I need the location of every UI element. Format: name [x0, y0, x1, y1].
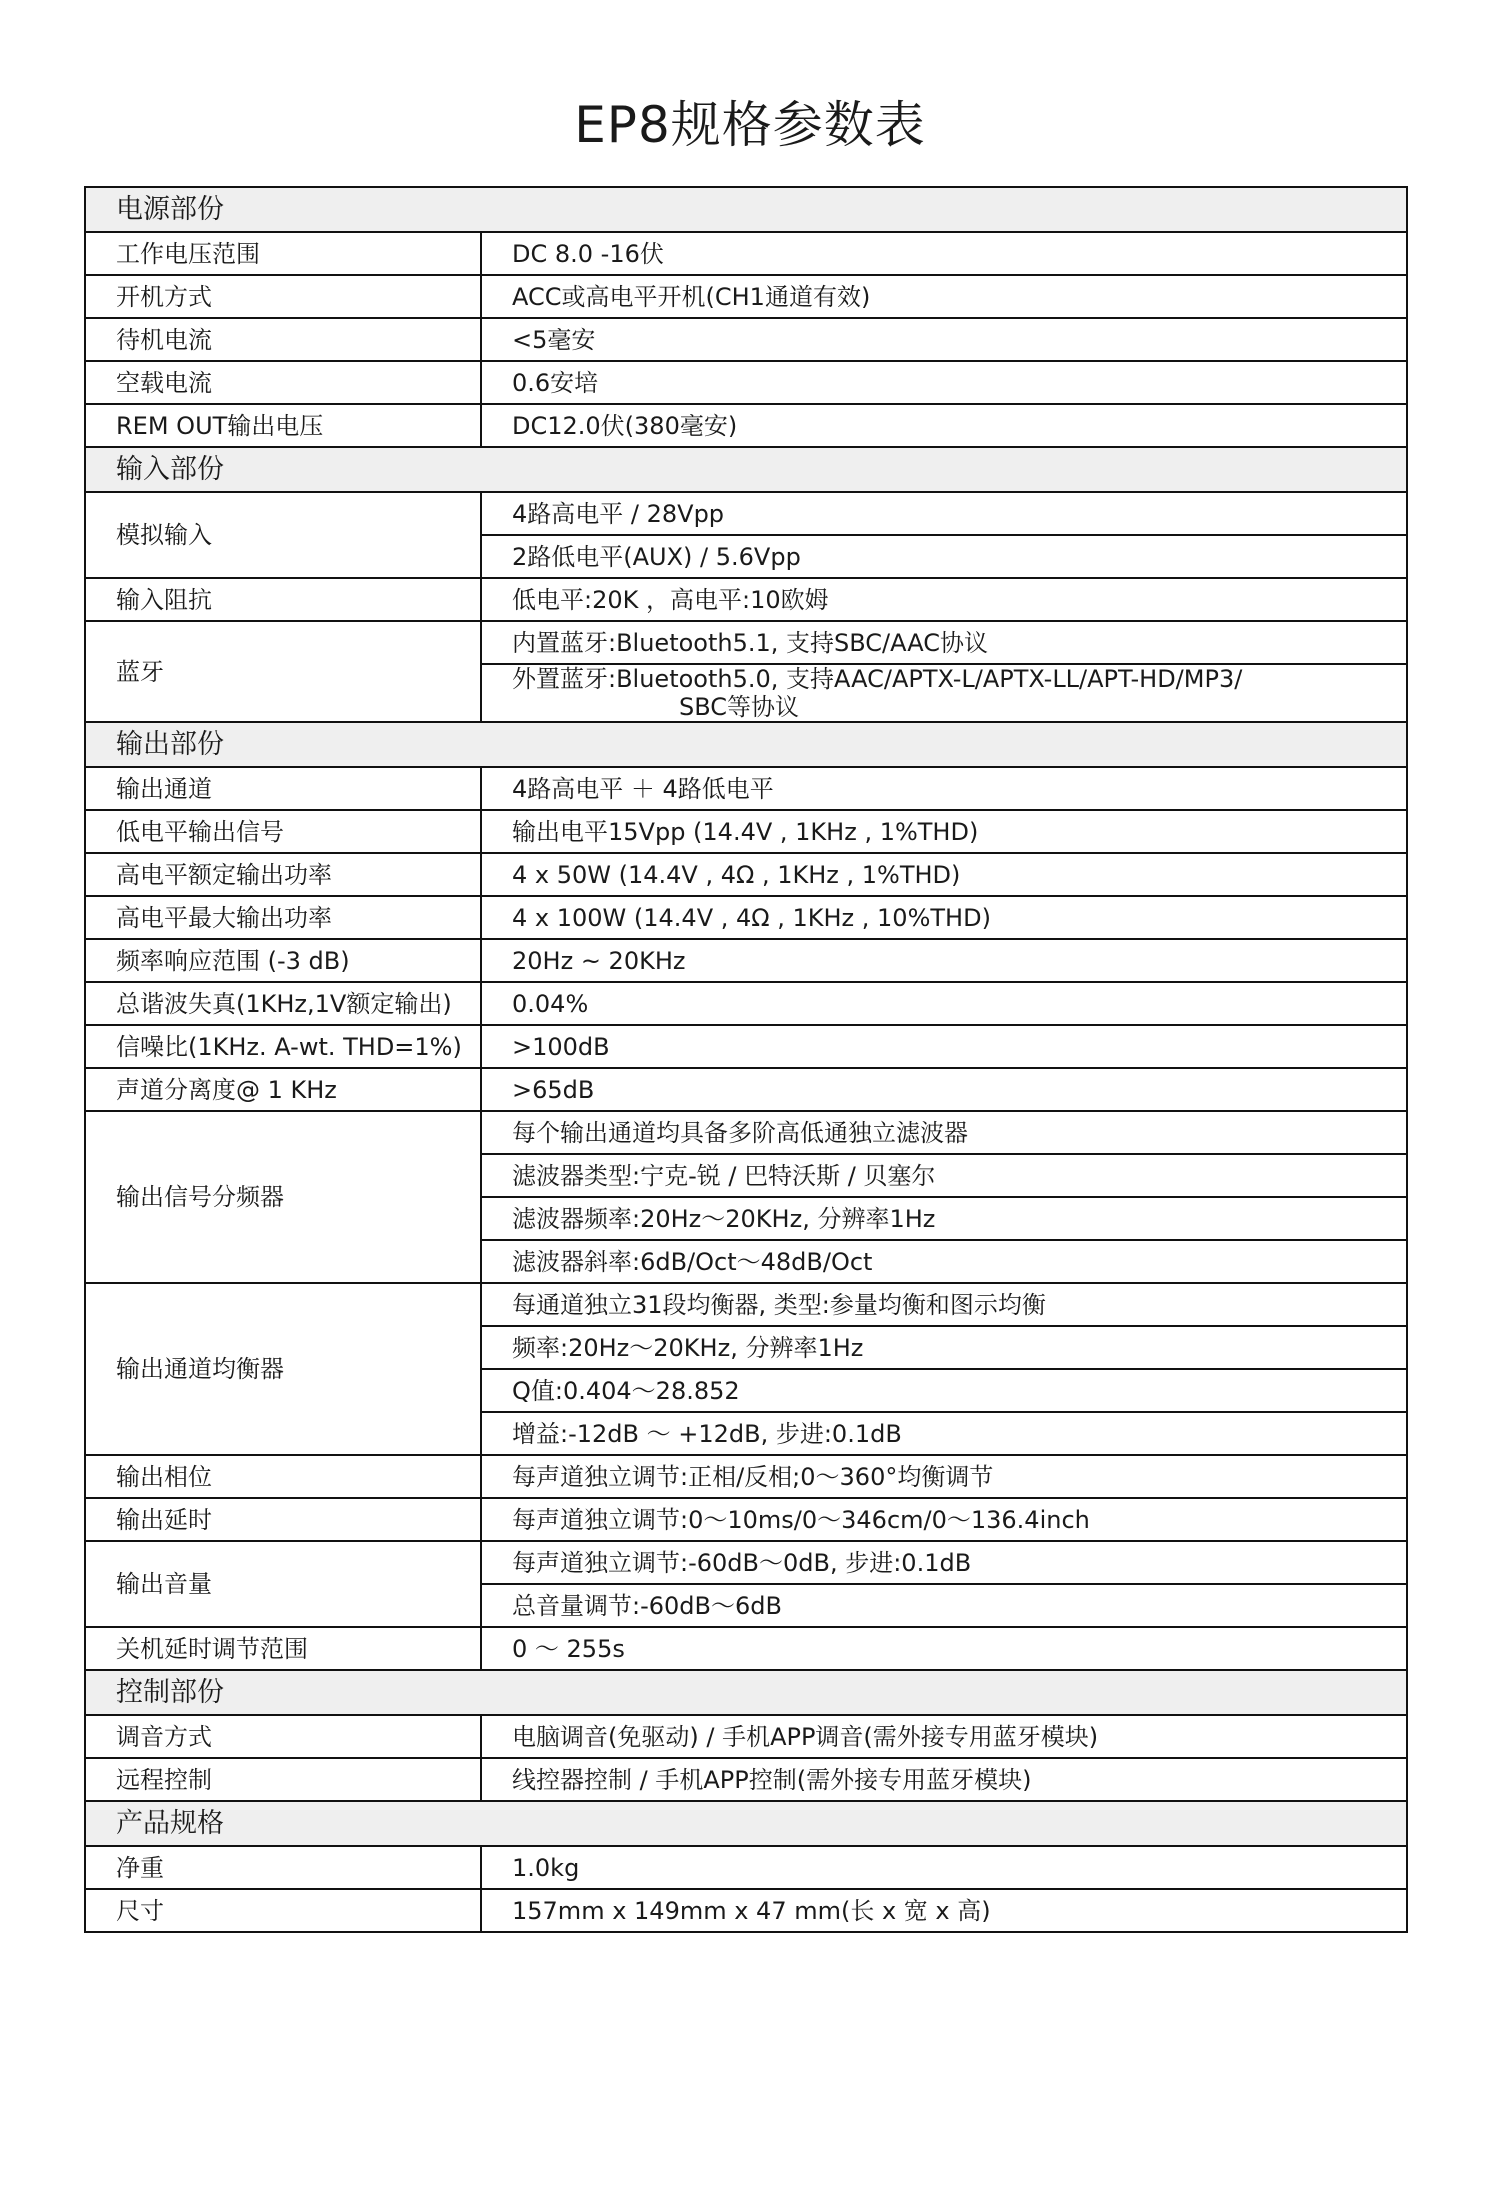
table-row — [85, 318, 1407, 361]
table-row — [85, 1025, 1407, 1068]
row-value: 每个输出通道均具备多阶高低通独立滤波器 — [481, 1111, 1407, 1154]
row-value: 0.04% — [481, 982, 1407, 1025]
row-value: 滤波器频率:20Hz～20KHz, 分辨率1Hz — [481, 1197, 1407, 1240]
table-row — [85, 810, 1407, 853]
section-header-row — [85, 447, 1407, 492]
table-row — [85, 361, 1407, 404]
row-label: REM OUT输出电压 — [85, 404, 481, 447]
row-value: <5毫安 — [481, 318, 1407, 361]
row-value: 1.0kg — [481, 1846, 1407, 1889]
row-label: 低电平输出信号 — [85, 810, 481, 853]
row-value: 频率:20Hz～20KHz, 分辨率1Hz — [481, 1326, 1407, 1369]
value-line: SBC等协议 — [679, 693, 800, 721]
row-value: 2路低电平(AUX) / 5.6Vpp — [481, 535, 1407, 578]
section-header-control: 控制部份 — [85, 1670, 1407, 1715]
row-value: 0 ～ 255s — [481, 1627, 1407, 1670]
row-value: 输出电平15Vpp (14.4V , 1KHz , 1%THD) — [481, 810, 1407, 853]
row-value: 线控器控制 / 手机APP控制(需外接专用蓝牙模块) — [481, 1758, 1407, 1801]
table-row — [85, 275, 1407, 318]
section-header-row — [85, 187, 1407, 232]
row-label: 声道分离度@ 1 KHz — [85, 1068, 481, 1111]
row-value-multiline — [481, 664, 1407, 722]
row-label: 远程控制 — [85, 1758, 481, 1801]
table-row — [85, 853, 1407, 896]
spec-table — [84, 186, 1408, 1933]
row-value: 每通道独立31段均衡器, 类型:参量均衡和图示均衡 — [481, 1283, 1407, 1326]
table-row — [85, 1846, 1407, 1889]
section-header-output: 输出部份 — [85, 722, 1407, 767]
row-value: DC 8.0 -16伏 — [481, 232, 1407, 275]
row-label: 输出相位 — [85, 1455, 481, 1498]
row-value: 157mm x 149mm x 47 mm(长 x 宽 x 高) — [481, 1889, 1407, 1932]
value-line-continued — [512, 693, 1406, 721]
table-row — [85, 621, 1407, 664]
row-label: 输入阻抗 — [85, 578, 481, 621]
row-label: 输出通道 — [85, 767, 481, 810]
row-value: >65dB — [481, 1068, 1407, 1111]
row-value: 滤波器类型:宁克-锐 / 巴特沃斯 / 贝塞尔 — [481, 1154, 1407, 1197]
row-value: Q值:0.404～28.852 — [481, 1369, 1407, 1412]
row-value: 总音量调节:-60dB～6dB — [481, 1584, 1407, 1627]
row-label: 模拟输入 — [85, 492, 481, 578]
row-value: 滤波器斜率:6dB/Oct～48dB/Oct — [481, 1240, 1407, 1283]
table-row — [85, 1068, 1407, 1111]
section-header-input: 输入部份 — [85, 447, 1407, 492]
table-row — [85, 982, 1407, 1025]
row-value: 4 x 50W (14.4V , 4Ω , 1KHz , 1%THD) — [481, 853, 1407, 896]
row-label: 关机延时调节范围 — [85, 1627, 481, 1670]
row-value: DC12.0伏(380毫安) — [481, 404, 1407, 447]
row-value: 增益:-12dB ～ +12dB, 步进:0.1dB — [481, 1412, 1407, 1455]
table-row — [85, 1283, 1407, 1326]
section-header-row — [85, 1801, 1407, 1846]
table-row — [85, 1541, 1407, 1584]
row-value: 内置蓝牙:Bluetooth5.1, 支持SBC/AAC协议 — [481, 621, 1407, 664]
section-header-product: 产品规格 — [85, 1801, 1407, 1846]
row-label: 工作电压范围 — [85, 232, 481, 275]
section-header-row — [85, 722, 1407, 767]
row-value: 0.6安培 — [481, 361, 1407, 404]
table-row — [85, 1455, 1407, 1498]
row-value: 电脑调音(免驱动) / 手机APP调音(需外接专用蓝牙模块) — [481, 1715, 1407, 1758]
section-header-row — [85, 1670, 1407, 1715]
row-value: 每声道独立调节:正相/反相;0～360°均衡调节 — [481, 1455, 1407, 1498]
row-label: 高电平最大输出功率 — [85, 896, 481, 939]
row-label: 待机电流 — [85, 318, 481, 361]
table-row — [85, 1715, 1407, 1758]
table-row — [85, 578, 1407, 621]
row-label: 开机方式 — [85, 275, 481, 318]
table-row — [85, 1889, 1407, 1932]
table-row — [85, 404, 1407, 447]
section-header-power: 电源部份 — [85, 187, 1407, 232]
page-title: EP8规格参数表 — [574, 96, 926, 154]
row-label: 蓝牙 — [85, 621, 481, 722]
table-row — [85, 492, 1407, 535]
row-label: 输出音量 — [85, 1541, 481, 1627]
row-label: 尺寸 — [85, 1889, 481, 1932]
table-row — [85, 1758, 1407, 1801]
row-value: >100dB — [481, 1025, 1407, 1068]
row-label: 调音方式 — [85, 1715, 481, 1758]
row-value: 每声道独立调节:0～10ms/0～346cm/0～136.4inch — [481, 1498, 1407, 1541]
row-label: 总谐波失真(1KHz,1V额定输出) — [85, 982, 481, 1025]
row-value: ACC或高电平开机(CH1通道有效) — [481, 275, 1407, 318]
table-row — [85, 896, 1407, 939]
row-value: 20Hz ~ 20KHz — [481, 939, 1407, 982]
row-label: 输出延时 — [85, 1498, 481, 1541]
row-label: 净重 — [85, 1846, 481, 1889]
row-label: 空载电流 — [85, 361, 481, 404]
table-row — [85, 1111, 1407, 1154]
row-value: 每声道独立调节:-60dB～0dB, 步进:0.1dB — [481, 1541, 1407, 1584]
value-line: 外置蓝牙:Bluetooth5.0, 支持AAC/APTX-L/APTX-LL/APT-HD/MP3/ — [512, 665, 1243, 693]
row-label: 信噪比(1KHz. A-wt. THD=1%) — [85, 1025, 481, 1068]
table-row — [85, 1627, 1407, 1670]
row-value: 4路高电平 / 28Vpp — [481, 492, 1407, 535]
row-label: 高电平额定输出功率 — [85, 853, 481, 896]
row-value: 4路高电平 ＋ 4路低电平 — [481, 767, 1407, 810]
row-value: 4 x 100W (14.4V , 4Ω , 1KHz , 10%THD) — [481, 896, 1407, 939]
row-label: 输出通道均衡器 — [85, 1283, 481, 1455]
row-value: 低电平:20K ，高电平:10欧姆 — [481, 578, 1407, 621]
row-label: 频率响应范围 (-3 dB) — [85, 939, 481, 982]
table-row — [85, 1498, 1407, 1541]
table-row — [85, 232, 1407, 275]
table-row — [85, 939, 1407, 982]
table-row — [85, 767, 1407, 810]
row-label: 输出信号分频器 — [85, 1111, 481, 1283]
